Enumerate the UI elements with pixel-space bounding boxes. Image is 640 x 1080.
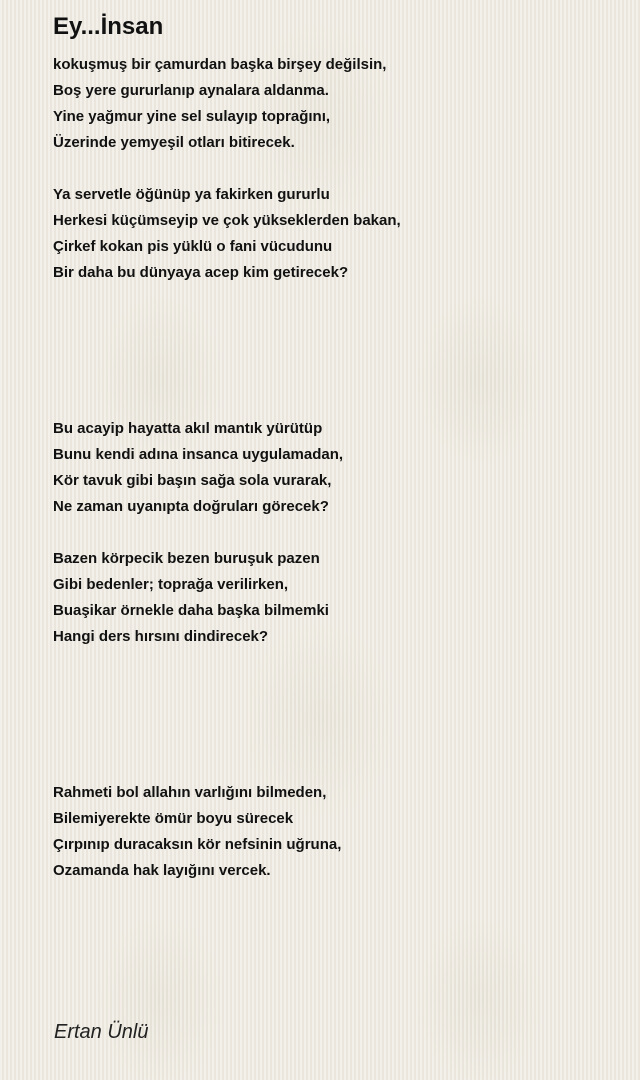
- poem-line: Bunu kendi adına insanca uygulamadan,: [53, 446, 344, 463]
- poem-line: Bilemiyerekte ömür boyu sürecek: [53, 810, 294, 827]
- poem-line: Ozamanda hak layığını vercek.: [53, 862, 271, 879]
- poem-line: Buaşikar örnekle daha başka bilmemki: [53, 602, 329, 619]
- poem-line: Çırpınıp duracaksın kör nefsinin uğruna,: [53, 836, 342, 853]
- poem-line: Çirkef kokan pis yüklü o fani vücudunu: [53, 238, 333, 255]
- poem-line: Bazen körpecik bezen buruşuk pazen: [53, 550, 320, 567]
- poem-body: [53, 52, 613, 884]
- poem-line: Kör tavuk gibi başın sağa sola vurarak,: [53, 472, 332, 489]
- stanza-1: [53, 52, 613, 156]
- poem-line: Hangi ders hırsını dindirecek?: [53, 628, 269, 645]
- stanza-3: [53, 416, 613, 520]
- poem-line: Herkesi küçümseyip ve çok yükseklerden bakan,: [53, 212, 401, 229]
- stanza-4: [53, 546, 613, 650]
- stanza-gap: [53, 520, 613, 546]
- poem-line: Rahmeti bol allahın varlığını bilmeden,: [53, 784, 327, 801]
- poem-author: Ertan Ünlü: [54, 1021, 149, 1043]
- section-gap: [53, 650, 613, 780]
- poem-line: Gibi bedenler; toprağa verilirken,: [53, 576, 289, 593]
- poem-line: Bu acayip hayatta akıl mantık yürütüp: [53, 420, 323, 437]
- poem-line: Üzerinde yemyeşil otları bitirecek.: [53, 134, 295, 151]
- poem-line: Bir daha bu dünyaya acep kim getirecek?: [53, 264, 349, 281]
- stanza-2: [53, 182, 613, 286]
- poem-line: Ne zaman uyanıpta doğruları görecek?: [53, 498, 329, 515]
- poem-line: Ya servetle öğünüp ya fakirken gururlu: [53, 186, 330, 203]
- poem-line: Boş yere gururlanıp aynalara aldanma.: [53, 82, 329, 99]
- stanza-5: [53, 780, 613, 884]
- section-gap: [53, 286, 613, 416]
- poem-line: kokuşmuş bir çamurdan başka birşey değilsin,: [53, 56, 387, 73]
- poem-title: Ey...İnsan: [53, 13, 164, 40]
- poem-line: Yine yağmur yine sel sulayıp toprağını,: [53, 108, 331, 125]
- stanza-gap: [53, 156, 613, 182]
